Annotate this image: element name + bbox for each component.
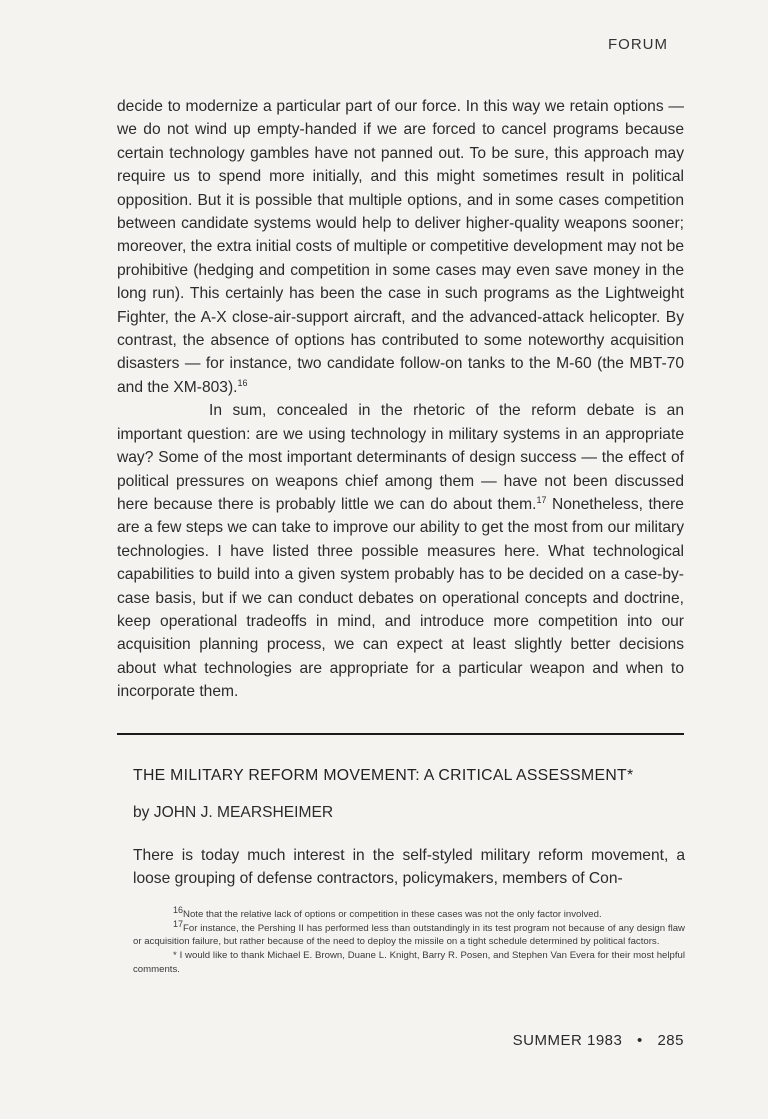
footnote-16: $^{16}$Note that the relative lack of options or competition in these cases was not the only factor involved.	[173, 904, 602, 920]
footnote-ref-16[interactable]: 16	[237, 377, 248, 388]
footnote-acknowledgment: * I would like to thank Michael E. Brown, Duane L. Knight, Barry R. Posen, and Stephen Van Evera for their most helpful comments.	[133, 950, 685, 975]
paragraph-1: decide to modernize a particular part of our force. In this way we retain options — we do not wind up empty-handed if we are forced to cancel programs because certain technology gambles have not panned out. To be sure, this approach may require us to spend more initially, and this might sometimes result in political opposition. But it is possible that multiple options, and in some cases competition between candidate systems would help to deliver higher-quality weapons sooner; moreover, the extra initial costs of multiple or competitive development may not be prohibitive (hedging and competition in some cases may even save money in the long run). This certainly has been the case in such programs as the Lightweight Fighter, the A-X close-air-support aircraft, and the advanced-attack helicopter. By contrast, the absence of options has contributed to some noteworthy acquisition disasters — for instance, two candidate follow-on tanks to the M-60 (the MBT-70 and the XM-803).$^{16}$	[117, 98, 684, 396]
article-title: THE MILITARY REFORM MOVEMENT: A CRITICAL ASSESSMENT*	[133, 767, 634, 784]
running-head: FORUM	[608, 36, 668, 53]
footnote-ref-17[interactable]: 17	[536, 494, 547, 505]
article-byline: by JOHN J. MEARSHEIMER	[133, 804, 334, 821]
issue-date: SUMMER 1983	[512, 1032, 623, 1049]
body-text	[117, 95, 684, 704]
folio-separator: •	[637, 1032, 643, 1049]
footnote-17: $^{17}$For instance, the Pershing II has performed less than outstandingly in its test program not because of any design flaw or acquisition failure, but rather because of the need to deploy the missile on a tight schedule determined by political factors.	[133, 918, 685, 948]
footnotes	[133, 904, 685, 977]
article-intro: There is today much interest in the self-styled military reform movement, a loose grouping of defense contractors, policymakers, members of Con-	[133, 847, 685, 888]
paragraph-2: In sum, concealed in the rhetoric of the reform debate is an important question: are we using technology in military systems in an appropriate way? Some of the most important determinants of design success — the effect of political pressures on weapons chief among them — have not been discussed here because there is probably little we can do about them.$^{17}$ Nonetheless, there are a few steps we can take to improve our ability to get the most from our military technologies. I have listed three possible measures here. What technological capabilities to build into a given system probably has to be decided on a case-by-case basis, but if we can conduct debates on operational concepts and doctrine, keep operational tradeoffs in mind, and introduce more competition into our acquisition planning process, we can expect at least slightly better decisions about what technologies are appropriate for a particular weapon and when to incorporate them.	[117, 402, 684, 701]
page-number: 285	[657, 1032, 684, 1049]
page-folio	[513, 1032, 684, 1049]
section-divider	[117, 733, 684, 735]
